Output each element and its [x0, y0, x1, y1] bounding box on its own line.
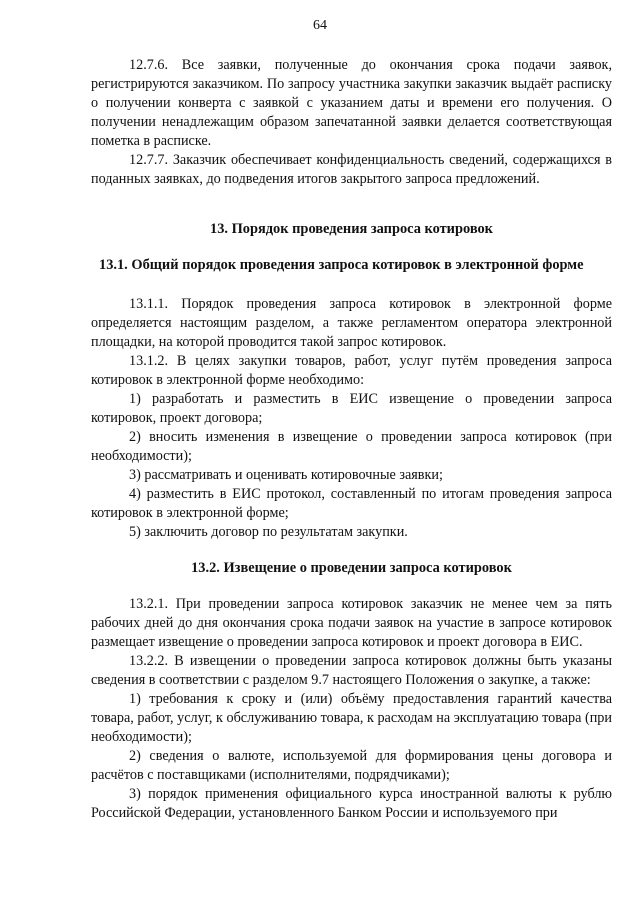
list-item: 5) заключить договор по результатам закупки.	[129, 524, 408, 540]
subsection-13-2-title: 13.2. Извещение о проведении запроса котировок	[191, 560, 512, 576]
page-number: 64	[313, 18, 327, 33]
list-item: 1) требования к сроку и (или) объёму предоставления гарантий качества товара, работ, услуг, к обслуживанию товара, к расходам на эксплуатацию товара (при необходимости);	[91, 691, 612, 745]
paragraph-13-1-2: 13.1.2. В целях закупки товаров, работ, услуг путём проведения запроса котировок в электронной форме необходимо:	[91, 353, 612, 388]
list-item: 2) сведения о валюте, используемой для формирования цены договора и расчётов с поставщиками (исполнителями, подрядчиками);	[91, 748, 612, 783]
paragraph-13-1-1: 13.1.1. Порядок проведения запроса котировок в электронной форме определяется настоящим разделом, а также регламентом оператора электронной площадки, на которой проводится такой запрос котировок.	[91, 296, 612, 350]
list-item: 2) вносить изменения в извещение о проведении запроса котировок (при необходимости);	[91, 429, 612, 464]
paragraph-13-2-1: 13.2.1. При проведении запроса котировок заказчик не менее чем за пять рабочих дней до дня окончания срока подачи заявок на участие в запросе котировок размещает извещение о проведении запроса котировок и проект договора в ЕИС.	[91, 596, 612, 650]
paragraph-12-7-7: 12.7.7. Заказчик обеспечивает конфиденциальность сведений, содержащихся в поданных заявках, до подведения итогов закрытого запроса предложений.	[91, 152, 612, 187]
list-item: 1) разработать и разместить в ЕИС извещение о проведении запроса котировок, проект договора;	[91, 391, 612, 426]
list-item: 3) рассматривать и оценивать котировочные заявки;	[129, 467, 443, 483]
section-13-title: 13. Порядок проведения запроса котировок	[210, 221, 493, 237]
subsection-13-1-title: 13.1. Общий порядок проведения запроса котировок в электронной форме	[99, 257, 584, 273]
list-item: 4) разместить в ЕИС протокол, составленный по итогам проведения запроса котировок в электронной форме;	[91, 486, 612, 521]
list-item: 3) порядок применения официального курса иностранной валюты к рублю Российской Федерации, установленного Банком России и используемого при	[91, 786, 612, 821]
paragraph-13-2-2: 13.2.2. В извещении о проведении запроса котировок должны быть указаны сведения в соответствии с разделом 9.7 настоящего Положения о закупке, а также:	[91, 653, 612, 688]
paragraph-12-7-6: 12.7.6. Все заявки, полученные до окончания срока подачи заявок, регистрируются заказчиком. По запросу участника закупки заказчик выдаёт расписку о получении конверта с заявкой с указанием даты и времени его получения. О получении ненадлежащим образом запечатанной заявки делается соответствующая пометка в расписке.	[91, 57, 612, 149]
document-body	[91, 56, 612, 823]
